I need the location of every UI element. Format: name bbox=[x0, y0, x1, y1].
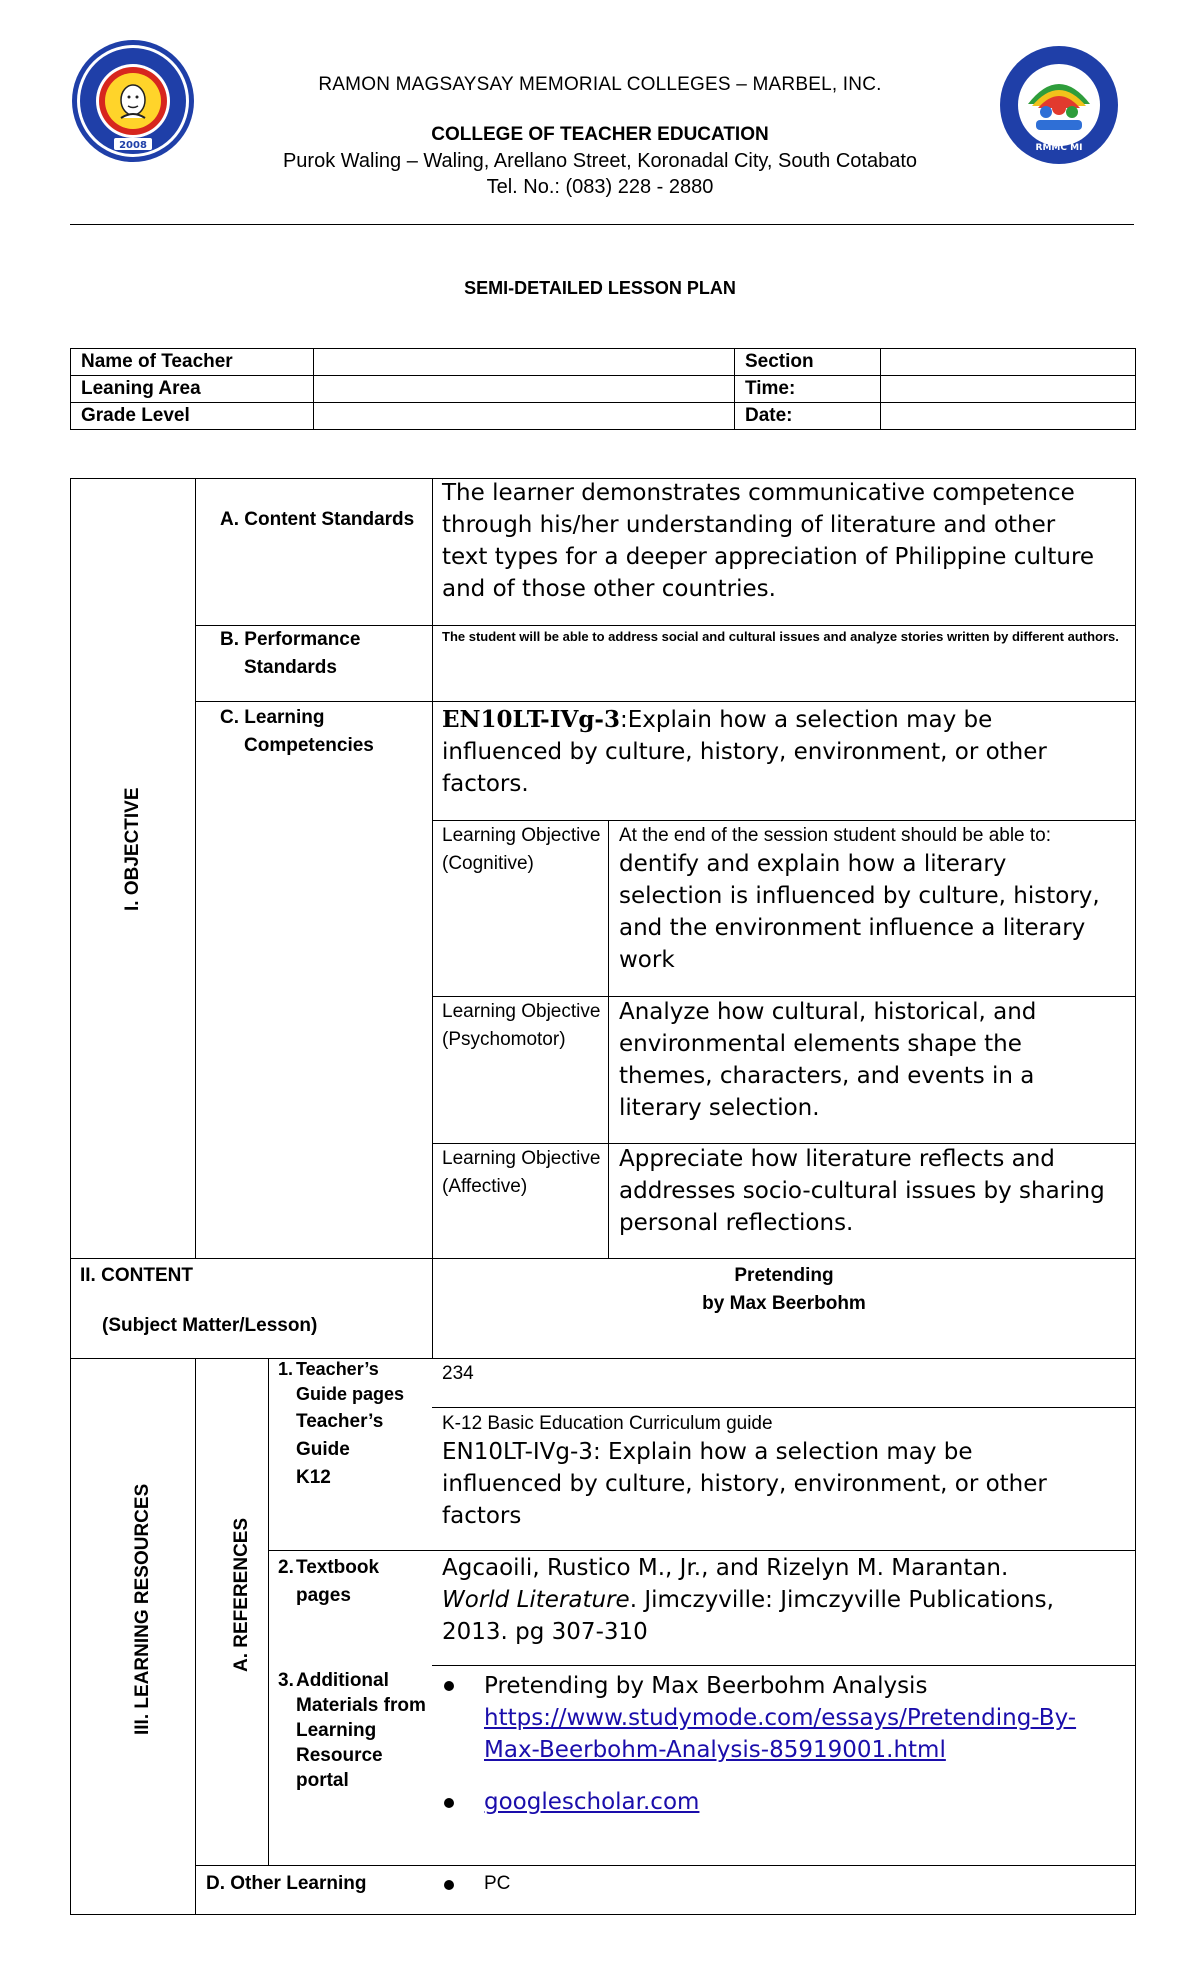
tb-book-title: World Literature bbox=[442, 1587, 630, 1613]
institution-name: RAMON MAGSAYSAY MEMORIAL COLLEGES – MARBEL, INC. bbox=[318, 74, 882, 95]
cognitive-line-4: work bbox=[619, 947, 675, 973]
row-divider-am bbox=[195, 1865, 1136, 1866]
am-label-4: Resource bbox=[296, 1745, 383, 1766]
objective-heading: I. OBJECTIVE bbox=[122, 787, 143, 911]
cognitive-line-1: dentify and explain how a literary bbox=[619, 851, 1007, 877]
svg-text:RMMC MI: RMMC MI bbox=[1035, 143, 1083, 153]
college-address: Purok Waling – Waling, Arellano Street, Koronadal City, South Cotabato bbox=[282, 150, 918, 172]
affective-line-3: personal reflections. bbox=[619, 1210, 854, 1236]
performance-standards-text: The student will be able to address social and cultural issues and analyze stories written by different authors. bbox=[442, 629, 1119, 644]
competency-line-1 bbox=[442, 704, 992, 736]
am-label-1: Additional bbox=[296, 1670, 389, 1691]
grade-level-value[interactable] bbox=[314, 403, 735, 430]
cognitive-label-2: (Cognitive) bbox=[442, 853, 534, 874]
tgk-label-1: Teacher’s bbox=[296, 1411, 384, 1432]
bullet-icon bbox=[444, 1880, 454, 1890]
date-label: Date: bbox=[735, 403, 881, 430]
affective-line-2: addresses socio-cultural issues by sharing bbox=[619, 1178, 1105, 1204]
competency-code: EN10LT-IVg-3 bbox=[442, 706, 620, 733]
googlescholar-link[interactable]: googlescholar.com bbox=[484, 1789, 700, 1815]
learning-competencies-label-1: C. Learning bbox=[220, 707, 325, 728]
leaning-area-label: Leaning Area bbox=[71, 376, 314, 403]
name-of-teacher-label: Name of Teacher bbox=[71, 349, 314, 376]
tb-line-3: 2013. pg 307-310 bbox=[442, 1619, 648, 1645]
content-standards-line-3: text types for a deeper appreciation of Philippine culture bbox=[442, 544, 1095, 570]
tgk-line-1: EN10LT-IVg-3: Explain how a selection may be bbox=[442, 1439, 973, 1465]
cognitive-label-1: Learning Objective bbox=[442, 825, 601, 846]
college-name: COLLEGE OF TEACHER EDUCATION bbox=[431, 124, 769, 145]
tgk-line-3: factors bbox=[442, 1503, 522, 1529]
header-divider bbox=[70, 224, 1134, 225]
psychomotor-label-2: (Psychomotor) bbox=[442, 1029, 566, 1050]
am-item-1: Pretending by Max Beerbohm Analysis bbox=[484, 1673, 928, 1699]
teacher-info-table bbox=[70, 348, 1136, 430]
time-value[interactable] bbox=[881, 376, 1136, 403]
row-divider-c bbox=[432, 820, 1136, 821]
cognitive-line-2: selection is influenced by culture, history, bbox=[619, 883, 1100, 909]
name-of-teacher-value[interactable] bbox=[314, 349, 735, 376]
row-divider-content-top bbox=[70, 1258, 1136, 1259]
tg-label-1: Teacher’s bbox=[296, 1359, 379, 1379]
row-divider-tg bbox=[432, 1407, 1136, 1408]
row-divider-content-bottom bbox=[70, 1358, 1136, 1359]
bullet-icon bbox=[444, 1681, 454, 1691]
tb-line-2 bbox=[442, 1584, 1054, 1616]
studymode-link-line-2[interactable]: Max-Beerbohm-Analysis-85919001.html bbox=[484, 1737, 946, 1763]
tb-line-1: Agcaoili, Rustico M., Jr., and Rizelyn M. Marantan. bbox=[442, 1555, 1009, 1581]
am-label-5: portal bbox=[296, 1770, 349, 1791]
performance-standards-label-2: Standards bbox=[244, 657, 337, 678]
svg-text:2008: 2008 bbox=[119, 140, 147, 151]
tb-publisher: . Jimczyville: Jimczyville Publications, bbox=[629, 1587, 1054, 1613]
tg-number: 1. bbox=[278, 1359, 294, 1379]
competency-line-3: factors. bbox=[442, 771, 529, 797]
grade-level-label: Grade Level bbox=[71, 403, 314, 430]
tb-number: 2. bbox=[278, 1557, 294, 1578]
section-value[interactable] bbox=[881, 349, 1136, 376]
affective-label-1: Learning Objective bbox=[442, 1148, 601, 1169]
performance-standards-label-1: B. Performance bbox=[220, 629, 361, 650]
tgk-line-2: influenced by culture, history, environment, or other bbox=[442, 1471, 1047, 1497]
time-label: Time: bbox=[735, 376, 881, 403]
other-learning-label: D. Other Learning bbox=[206, 1873, 367, 1894]
references-heading: A. REFERENCES bbox=[231, 1517, 252, 1672]
cte-logo bbox=[998, 44, 1120, 166]
lesson-title: Pretending bbox=[734, 1265, 834, 1286]
tb-label-2: pages bbox=[296, 1585, 351, 1606]
content-heading: II. CONTENT bbox=[80, 1265, 193, 1286]
learning-competencies-label-2: Competencies bbox=[244, 735, 374, 756]
content-standards-label: A. Content Standards bbox=[220, 509, 415, 530]
document-title: SEMI-DETAILED LESSON PLAN bbox=[464, 278, 736, 298]
psychomotor-line-2: environmental elements shape the bbox=[619, 1031, 1022, 1057]
other-learning-item: PC bbox=[484, 1873, 511, 1894]
psychomotor-line-4: literary selection. bbox=[619, 1095, 820, 1121]
content-subheading: (Subject Matter/Lesson) bbox=[102, 1315, 318, 1336]
row-divider-tgk bbox=[268, 1550, 1136, 1551]
content-standards-line-1: The learner demonstrates communicative competence bbox=[442, 480, 1075, 506]
tg-label-2: Guide pages bbox=[296, 1384, 405, 1404]
section-label: Section bbox=[735, 349, 881, 376]
cognitive-line-3: and the environment influence a literary bbox=[619, 915, 1086, 941]
leaning-area-value[interactable] bbox=[314, 376, 735, 403]
content-standards-line-2: through his/her understanding of literature and other bbox=[442, 512, 1056, 538]
tb-label-1: Textbook bbox=[296, 1557, 380, 1578]
psychomotor-label-1: Learning Objective bbox=[442, 1001, 601, 1022]
studymode-link-line-1[interactable]: https://www.studymode.com/essays/Pretending-By- bbox=[484, 1705, 1077, 1731]
date-value[interactable] bbox=[881, 403, 1136, 430]
competency-text-1: :Explain how a selection may be bbox=[619, 707, 993, 733]
bullet-icon bbox=[444, 1798, 454, 1808]
learning-resources-heading: III. LEARNING RESOURCES bbox=[132, 1483, 153, 1735]
psychomotor-line-3: themes, characters, and events in a bbox=[619, 1063, 1035, 1089]
cognitive-intro: At the end of the session student should be able to: bbox=[619, 825, 1052, 846]
am-label-3: Learning bbox=[296, 1720, 377, 1741]
am-label-2: Materials from bbox=[296, 1695, 426, 1716]
psychomotor-line-1: Analyze how cultural, historical, and bbox=[619, 999, 1037, 1025]
tgk-label-3: K12 bbox=[296, 1467, 331, 1488]
row-divider-b bbox=[195, 701, 1136, 702]
competency-line-2: influenced by culture, history, environment, or other bbox=[442, 739, 1047, 765]
affective-line-1: Appreciate how literature reflects and bbox=[619, 1146, 1055, 1172]
objective-col-divider bbox=[195, 478, 196, 1258]
row-divider-tb bbox=[432, 1665, 1136, 1666]
tg-value: 234 bbox=[442, 1363, 474, 1384]
tgk-label-2: Guide bbox=[296, 1439, 350, 1460]
tgk-intro: K-12 Basic Education Curriculum guide bbox=[442, 1413, 773, 1434]
lesson-author: by Max Beerbohm bbox=[702, 1293, 866, 1314]
objective-inner-divider bbox=[608, 820, 609, 1258]
am-number: 3. bbox=[278, 1670, 294, 1691]
references-col-divider bbox=[268, 1358, 269, 1865]
resources-col-divider bbox=[195, 1358, 196, 1915]
affective-label-2: (Affective) bbox=[442, 1176, 528, 1197]
label-col-divider bbox=[432, 478, 433, 1358]
college-telephone: Tel. No.: (083) 228 - 2880 bbox=[486, 176, 714, 198]
content-standards-line-4: and of those other countries. bbox=[442, 576, 776, 602]
